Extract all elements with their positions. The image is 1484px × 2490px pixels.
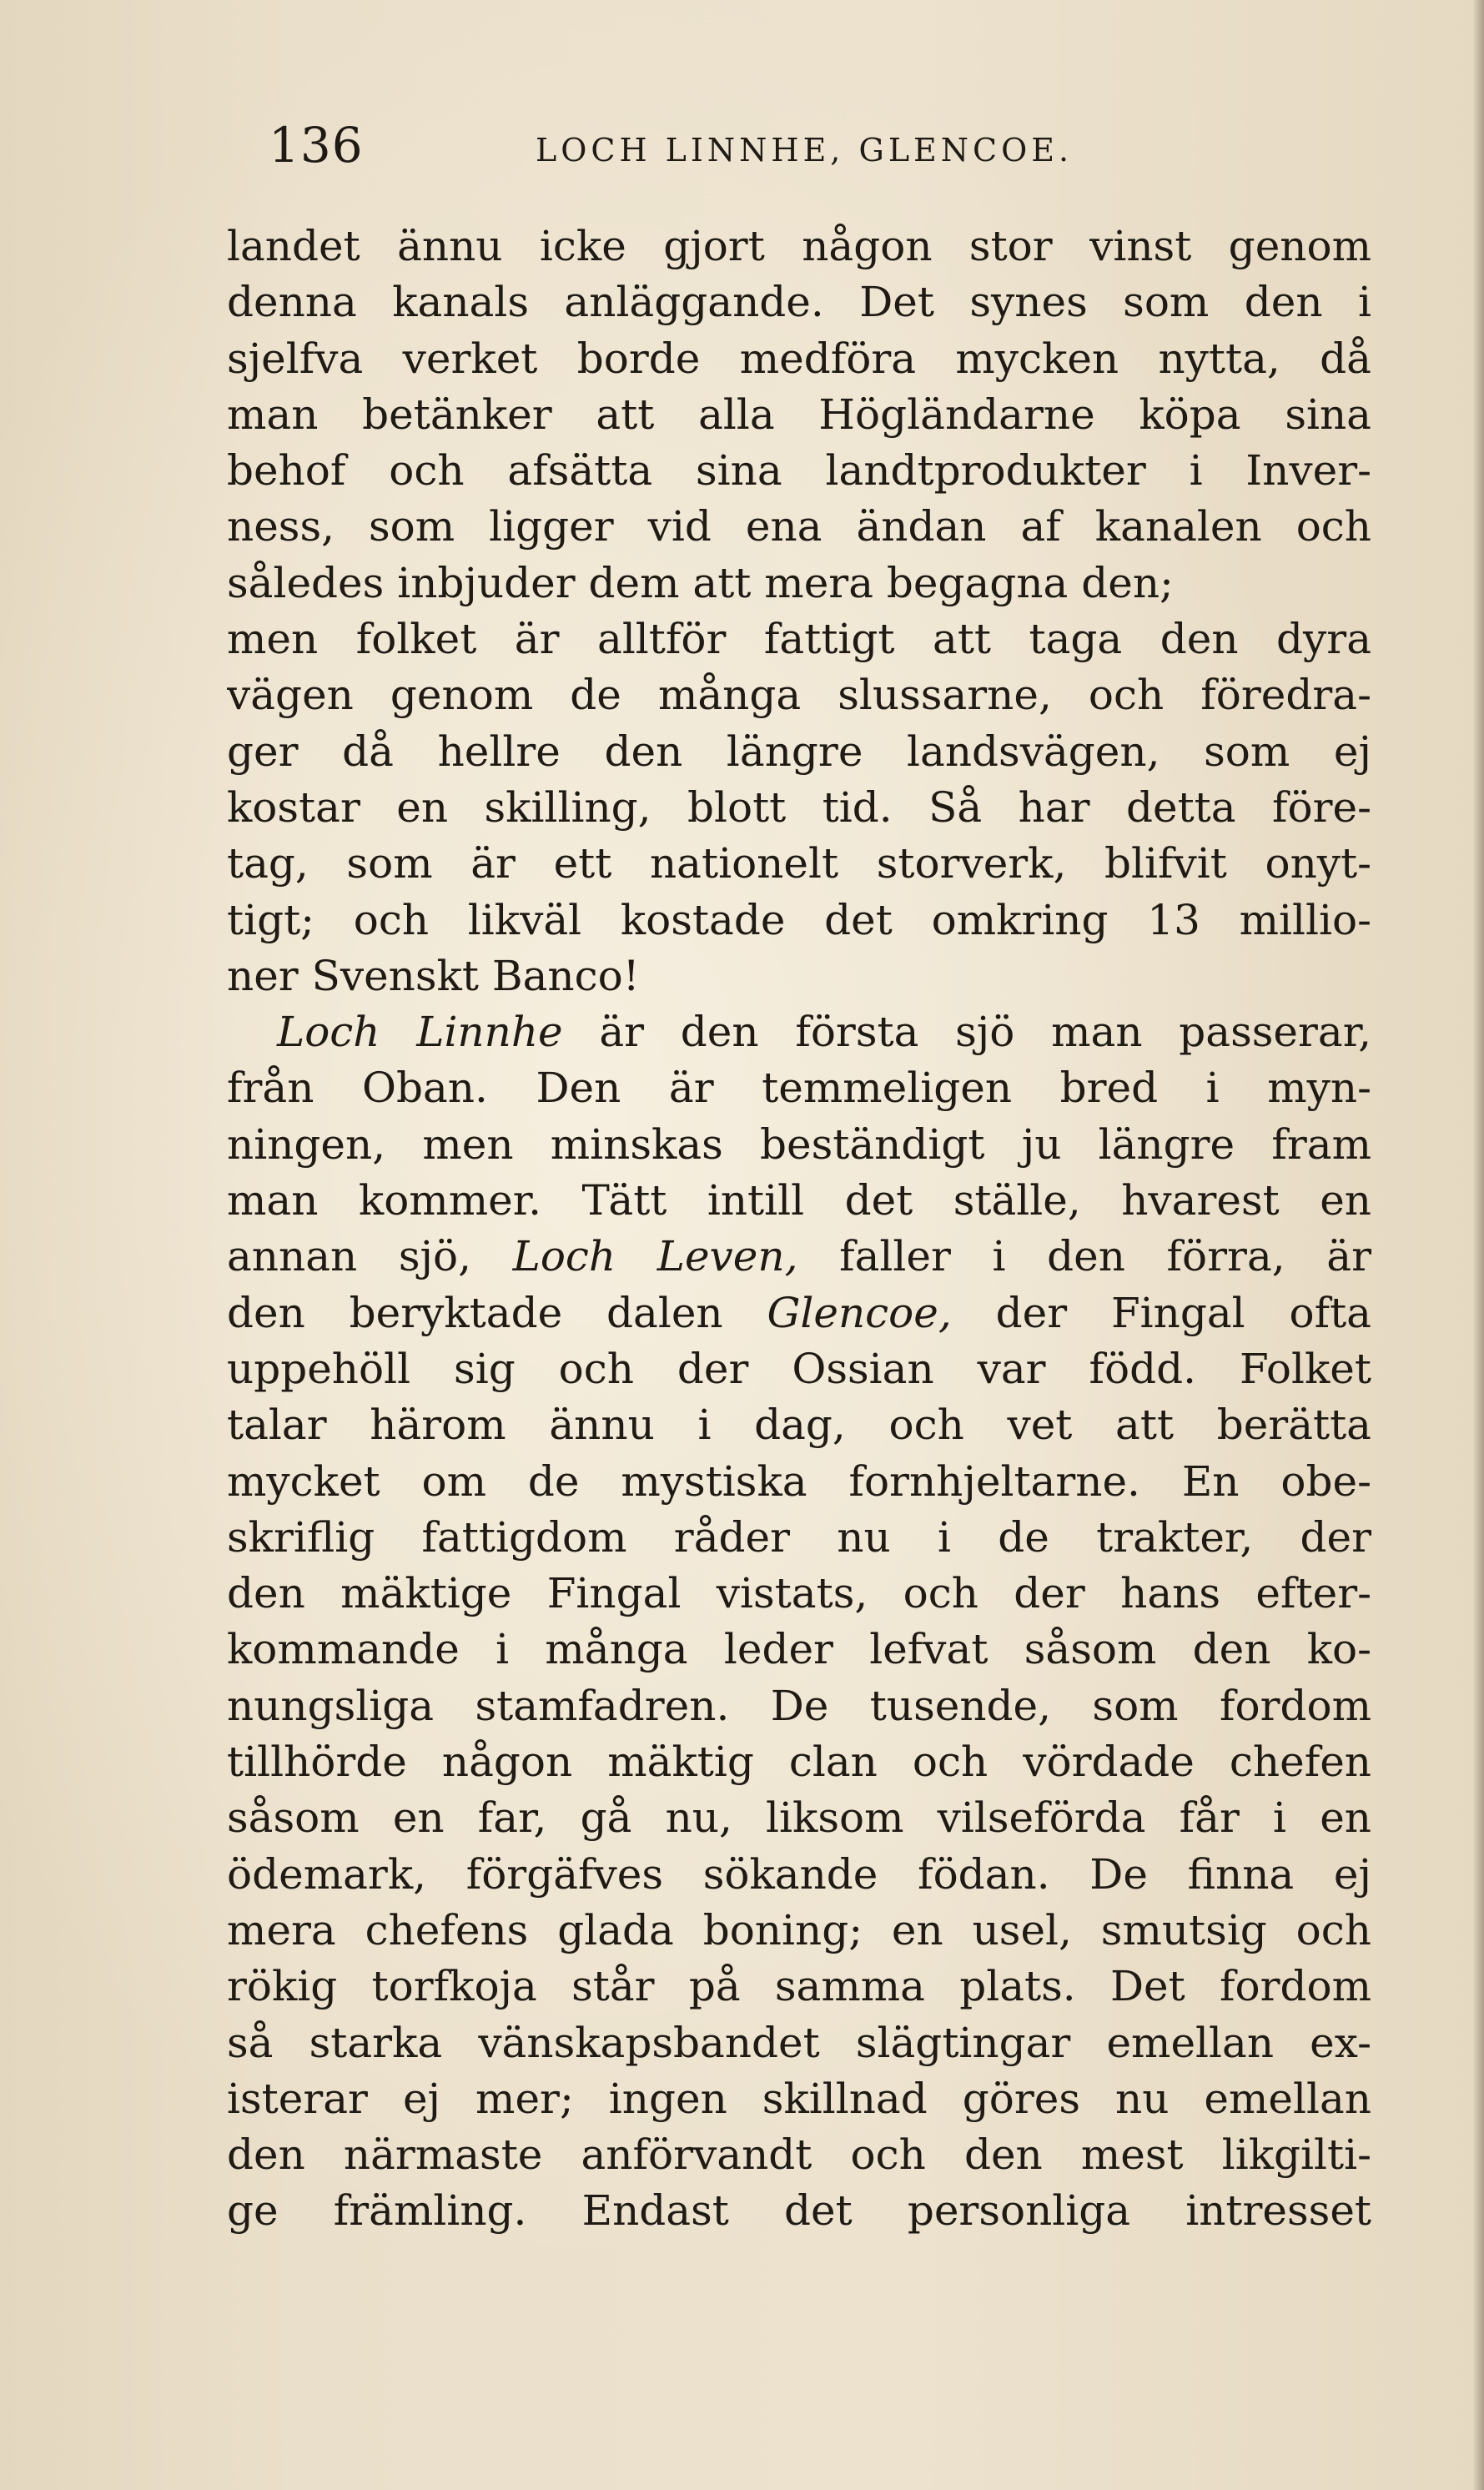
- text-line: så starka vänskapsbandet slägtingar emellan ex-: [227, 2018, 1371, 2067]
- text-line: mycket om de mystiska fornhjeltarne. En obe-: [227, 1456, 1371, 1506]
- text-line: mera chefens glada boning; en usel, smutsig och: [227, 1905, 1371, 1954]
- text-line: ödemark, förgäfves sökande födan. De finna ej: [227, 1849, 1371, 1899]
- text-line: kostar en skilling, blott tid. Så har detta före-: [227, 782, 1371, 832]
- text-line: tag, som är ett nationelt storverk, blifvit onyt-: [227, 839, 1371, 888]
- text-line: nungsliga stamfadren. De tusende, som fordom: [227, 1681, 1371, 1730]
- text-line: från Oban. Den är temmeligen bred i myn-: [227, 1064, 1371, 1113]
- text-line: tillhörde någon mäktig clan och vördade chefen: [227, 1738, 1371, 1787]
- text-line: såsom en far, gå nu, liksom vilseförda får i en: [227, 1793, 1371, 1843]
- italic-place-name: Glencoe,: [767, 1288, 952, 1337]
- text-line: landet ännu icke gjort någon stor vinst genom: [227, 222, 1371, 270]
- text-line: tigt; och likväl kostade det omkring 13 millio-: [227, 895, 1371, 944]
- text-run: den beryktade dalen: [227, 1288, 767, 1337]
- text-line: men folket är alltför fattigt att taga den dyra: [227, 615, 1371, 664]
- text-run: annan sjö,: [227, 1232, 513, 1281]
- text-line: behof och afsätta sina landtprodukter i Inver-: [227, 446, 1371, 495]
- text-line: rökig torfkoja står på samma plats. Det fordom: [227, 1962, 1371, 2011]
- text-line: ger då hellre den längre landsvägen, som ej: [227, 727, 1371, 776]
- text-line-with-italic: [227, 1285, 1371, 1341]
- text-line: denna kanals anläggande. Det synes som den i: [227, 278, 1371, 327]
- text-line: sjelfva verket borde medföra mycken nytta, då: [227, 334, 1371, 383]
- text-line: man betänker att alla Högländarne köpa sina: [227, 390, 1371, 439]
- text-line: man kommer. Tätt intill det ställe, hvarest en: [227, 1176, 1371, 1225]
- text-run: är den första sjö man passerar,: [562, 1008, 1371, 1057]
- page-number: 136: [269, 117, 364, 174]
- text-line: således inbjuder dem att mera begagna den;: [227, 558, 1174, 607]
- text-line: ness, som ligger vid ena ändan af kanalen och: [227, 502, 1371, 551]
- running-title: LOCH LINNHE, GLENCOE.: [536, 132, 1074, 169]
- text-line: den mäktige Fingal vistats, och der hans efter-: [227, 1569, 1371, 1618]
- text-line-with-italic: [227, 1229, 1371, 1285]
- text-line-with-italic: [227, 1004, 1371, 1060]
- text-run: der Fingal ofta: [951, 1288, 1371, 1337]
- body-text: [227, 219, 1371, 2240]
- text-line: den närmaste anförvandt och den mest likgilti-: [227, 2130, 1371, 2180]
- running-head: [269, 117, 1378, 184]
- text-line: skriflig fattigdom råder nu i de trakter, der: [227, 1512, 1371, 1562]
- text-line: kommande i många leder lefvat såsom den ko-: [227, 1625, 1371, 1674]
- text-line: ningen, men minskas beständigt ju längre fram: [227, 1119, 1371, 1169]
- text-line: ge främling. Endast det personliga intresset: [227, 2186, 1371, 2236]
- text-line: ner Svenskt Banco!: [227, 951, 640, 1000]
- text-line: vägen genom de många slussarne, och föredra-: [227, 671, 1371, 720]
- text-line: talar härom ännu i dag, och vet att berätta: [227, 1401, 1371, 1450]
- text-line: uppehöll sig och der Ossian var född. Folket: [227, 1344, 1371, 1393]
- text-line: isterar ej mer; ingen skillnad göres nu emellan: [227, 2074, 1371, 2123]
- text-run: faller i den förra, är: [797, 1232, 1371, 1281]
- italic-place-name: Loch Linnhe: [277, 1008, 563, 1057]
- italic-place-name: Loch Leven,: [512, 1232, 798, 1281]
- page-edge-shadow: [1472, 0, 1484, 2490]
